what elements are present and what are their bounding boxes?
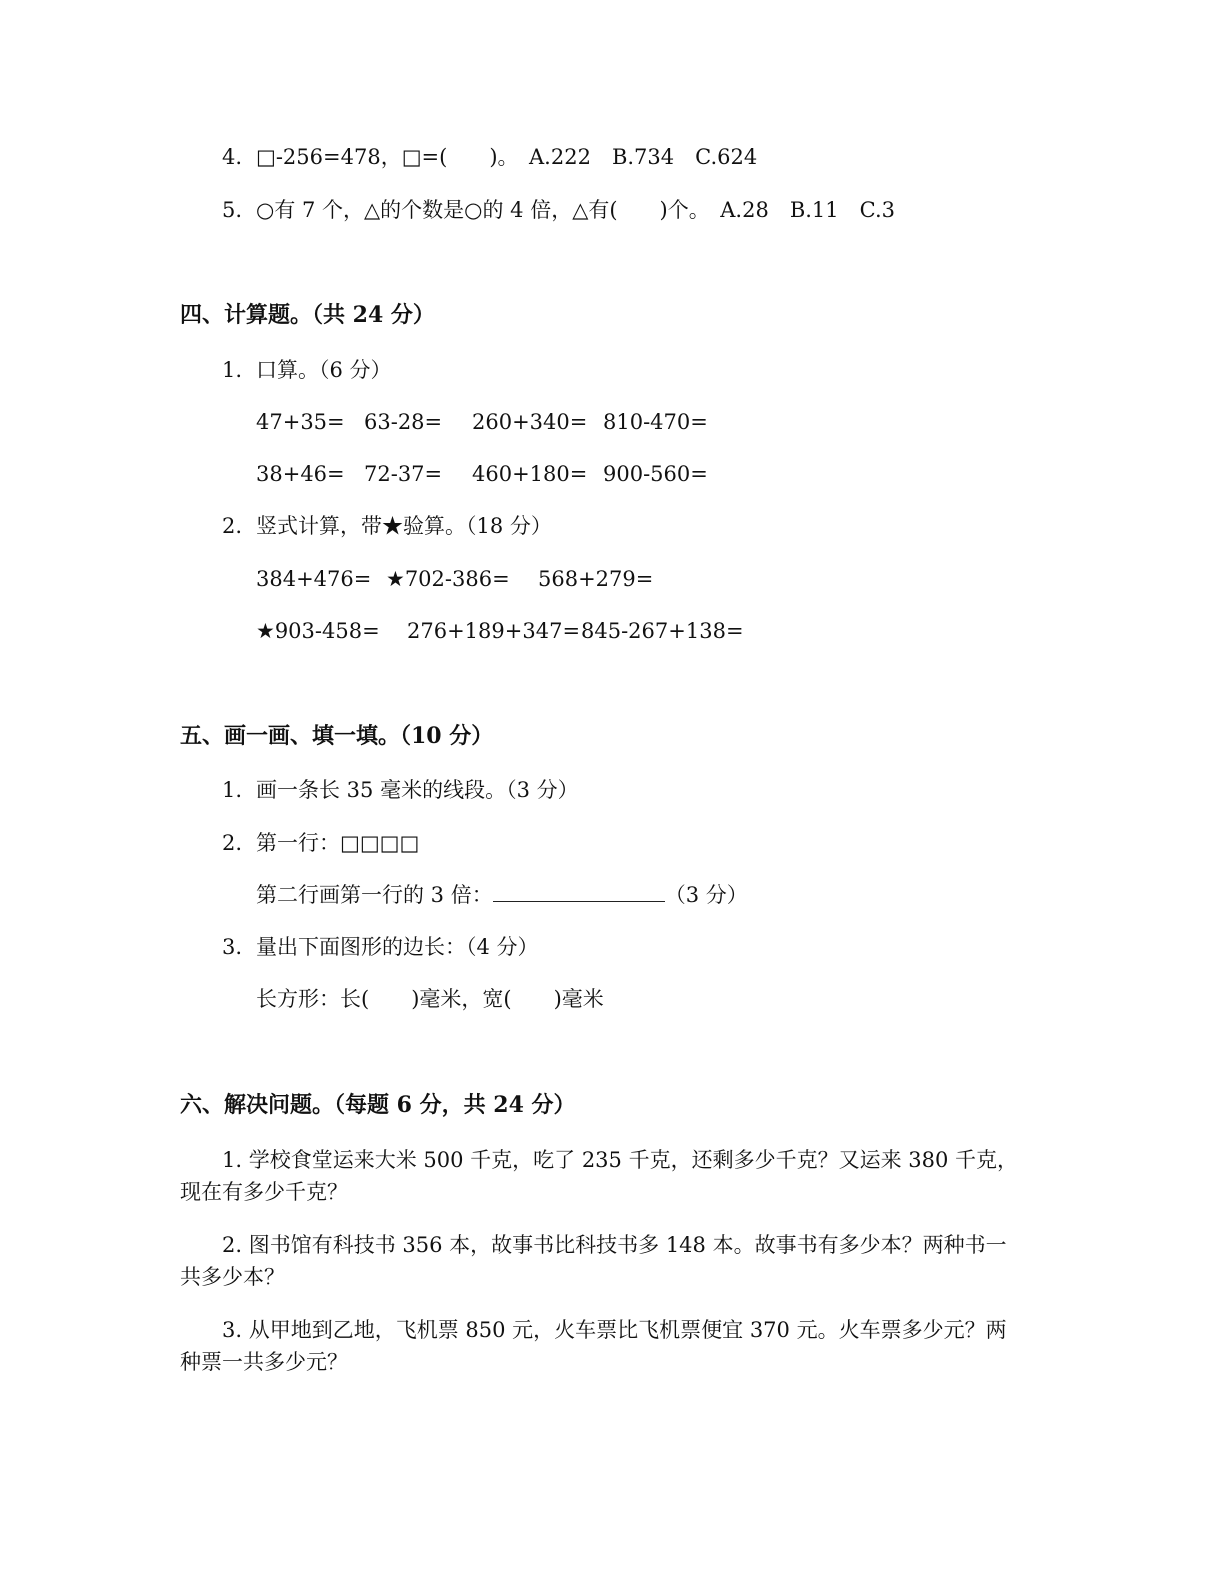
section-4-heading: 四、计算题。（共 24 分） bbox=[180, 302, 435, 328]
section-5-heading: 五、画一画、填一填。（10 分） bbox=[180, 723, 494, 749]
answer-blank-line[interactable] bbox=[493, 883, 665, 902]
oral-calc-item: 72-37= bbox=[364, 462, 443, 486]
oral-calc-item: 900-560= bbox=[603, 462, 708, 486]
draw-q1-text: 画一条长 35 毫米的线段。（3 分） bbox=[256, 778, 579, 802]
draw-q3-text: 量出下面图形的边长：（4 分） bbox=[256, 935, 539, 959]
oral-calc-item: 47+35= bbox=[256, 410, 345, 434]
vertical-calc-item: ★702-386= bbox=[386, 567, 510, 591]
choice-question-4-text: □-256=478，□=( )。 A.222 B.734 C.624 bbox=[256, 145, 758, 169]
draw-q2-second-row-prefix: 第二行画第一行的 3 倍： bbox=[256, 883, 493, 907]
draw-q3-number: 3. bbox=[222, 935, 243, 959]
vertical-calc-item: 384+476= bbox=[256, 567, 372, 591]
calc-q2-text: 竖式计算，带★验算。（18 分） bbox=[256, 514, 552, 538]
oral-calc-item: 460+180= bbox=[472, 462, 588, 486]
vertical-calc-item: ★903-458= bbox=[256, 619, 380, 643]
draw-q3-rectangle-answer: 长方形：长( )毫米，宽( )毫米 bbox=[256, 987, 604, 1011]
draw-q1-number: 1. bbox=[222, 778, 243, 802]
problem-1-line-1: 1. 学校食堂运来大米 500 千克，吃了 235 千克，还剩多少千克？又运来 380 千克， bbox=[222, 1148, 1019, 1172]
draw-q2-second-row-score: （3 分） bbox=[664, 883, 748, 907]
draw-q2-second-row bbox=[256, 880, 748, 910]
draw-q2-number: 2. bbox=[222, 831, 243, 855]
vertical-calc-item: 568+279= bbox=[538, 567, 654, 591]
problem-2-line-2: 共多少本？ bbox=[180, 1265, 285, 1289]
vertical-calc-item: 276+189+347= bbox=[407, 619, 581, 643]
calc-q1-number: 1. bbox=[222, 358, 243, 382]
problem-2-line-1: 2. 图书馆有科技书 356 本，故事书比科技书多 148 本。故事书有多少本？两种书一 bbox=[222, 1233, 1007, 1257]
problem-3-line-2: 种票一共多少元？ bbox=[180, 1350, 348, 1374]
choice-question-4-number: 4. bbox=[222, 145, 243, 169]
calc-q1-text: 口算。（6 分） bbox=[256, 358, 392, 382]
choice-question-5-text: ○有 7 个，△的个数是○的 4 倍，△有( )个。 A.28 B.11 C.3 bbox=[256, 198, 896, 222]
oral-calc-item: 38+46= bbox=[256, 462, 345, 486]
section-6-heading: 六、解决问题。（每题 6 分，共 24 分） bbox=[180, 1092, 576, 1118]
oral-calc-item: 260+340= bbox=[472, 410, 588, 434]
vertical-calc-item: 845-267+138= bbox=[581, 619, 744, 643]
calc-q2-number: 2. bbox=[222, 514, 243, 538]
problem-3-line-1: 3. 从甲地到乙地，飞机票 850 元，火车票比飞机票便宜 370 元。火车票多少元？两 bbox=[222, 1318, 1007, 1342]
oral-calc-item: 810-470= bbox=[603, 410, 708, 434]
oral-calc-item: 63-28= bbox=[364, 410, 443, 434]
choice-question-5-number: 5. bbox=[222, 198, 243, 222]
problem-1-line-2: 现在有多少千克？ bbox=[180, 1180, 348, 1204]
draw-q2-text: 第一行：□□□□ bbox=[256, 831, 420, 855]
